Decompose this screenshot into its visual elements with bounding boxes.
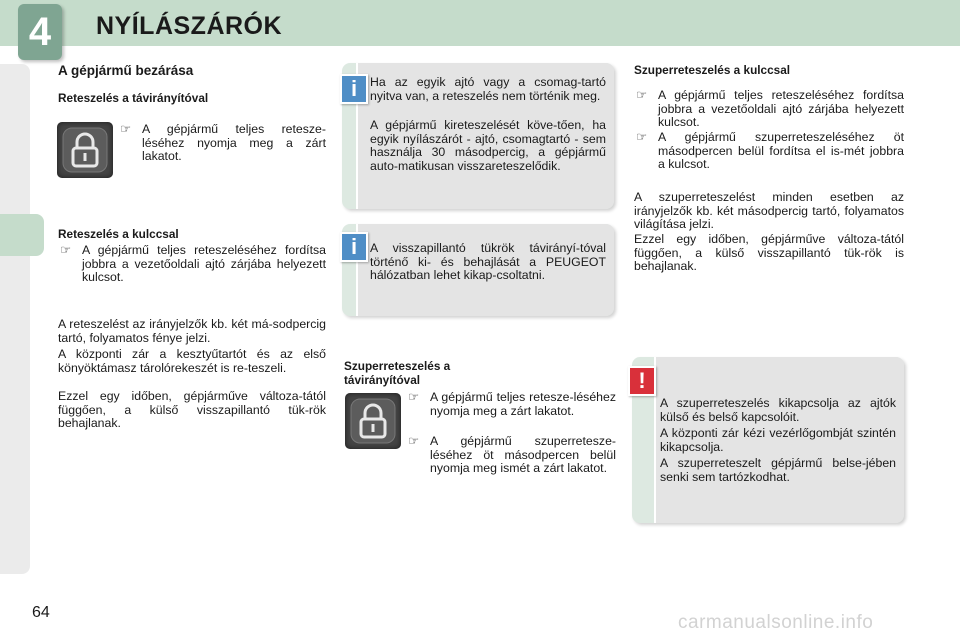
hand-pointer-icon: ☞ (408, 390, 420, 404)
chapter-tab (0, 214, 44, 256)
info-box (342, 224, 614, 316)
page-number: 64 (32, 604, 50, 621)
paragraph: A szuperreteszelést minden esetben az irányjelzők kb. két másodpercig tartó, folyamatos világítása jelzi. (634, 190, 904, 231)
section-heading: A gépjármű bezárása (58, 63, 194, 78)
list-item: ☞ A gépjármű szuperreteszeléséhez öt másodpercen belül fordítsa el is-mét jobbra a kulcsot. (636, 130, 904, 171)
warning-text: A szuperreteszelt gépjármű belse-jében senki sem tartózkodhat. (660, 456, 896, 484)
info-box (342, 63, 614, 209)
super-key-heading: Szuperreteszelés a kulccsal (634, 63, 791, 77)
super-remote-heading: Szuperreteszelés a távirányítóval (344, 359, 451, 387)
list-item: ☞ A gépjármű teljes retesze-léséhez nyomja meg a zárt lakatot. (408, 390, 616, 418)
warning-text: A központi zár kézi vezérlőgombját szintén kikapcsolja. (660, 426, 896, 454)
info-icon: i (340, 74, 368, 104)
chapter-number: 4 (18, 4, 62, 60)
list-item: ☞ A gépjármű szuperretesze-léséhez öt másodpercen belül nyomja meg ismét a zárt lakatot. (408, 434, 616, 475)
paragraph: Ezzel egy időben, gépjárműve változa-tától függően, a külső visszapillantó tük-rök is behajlanak. (634, 232, 904, 273)
lock-button-image (345, 393, 401, 449)
info-icon: i (340, 232, 368, 262)
info-text: A visszapillantó tükrök távirányí-tóval történő ki- és behajlását a PEUGEOT hálózatban lehet kikap-csoltatni. (370, 241, 606, 282)
paragraph: Ezzel egy időben, gépjárműve változa-tától függően, a külső visszapillantó tük-rök behajlanak. (58, 389, 326, 430)
closed-padlock-icon (57, 122, 113, 178)
page-title: NYÍLÁSZÁRÓK (96, 12, 283, 40)
hand-pointer-icon: ☞ (408, 434, 420, 448)
list-item: ☞ A gépjármű teljes retesze-léséhez nyomja meg a zárt lakatot. (120, 122, 326, 163)
watermark: carmanualsonline.info (678, 612, 874, 633)
remote-lock-heading: Reteszelés a távirányítóval (58, 91, 209, 105)
hand-pointer-icon: ☞ (636, 130, 648, 144)
lock-button-image (57, 122, 113, 178)
warning-box (632, 357, 904, 523)
left-margin-strip (0, 64, 30, 574)
key-lock-heading: Reteszelés a kulccsal (58, 227, 179, 241)
paragraph: A központi zár a kesztyűtartót és az első könyöktámasz tárolórekeszét is re-teszeli. (58, 347, 326, 375)
info-text: Ha az egyik ajtó vagy a csomag-tartó nyitva van, a reteszelés nem történik meg. (370, 75, 606, 103)
list-item: ☞ A gépjármű teljes reteszeléséhez fordítsa jobbra a vezetőoldali ajtó zárjába helyezett kulcsot. (60, 243, 326, 284)
closed-padlock-icon (345, 393, 401, 449)
hand-pointer-icon: ☞ (60, 243, 72, 257)
warning-icon: ! (628, 366, 656, 396)
warning-text: A szuperreteszelés kikapcsolja az ajtók külső és belső kapcsolóit. (660, 396, 896, 424)
paragraph: A reteszelést az irányjelzők kb. két má-sodpercig tartó, folyamatos fénye jelzi. (58, 317, 326, 345)
hand-pointer-icon: ☞ (636, 88, 648, 102)
hand-pointer-icon: ☞ (120, 122, 132, 136)
list-item: ☞ A gépjármű teljes reteszeléséhez fordítsa jobbra a vezetőoldali ajtó zárjába helyezett kulcsot. (636, 88, 904, 129)
info-text: A gépjármű kireteszelését köve-tően, ha egyik nyílászárót - ajtó, csomagtartó - sem használja 30 másodpercig, a gépjármű auto-matikusan visszareteszelődik. (370, 118, 606, 173)
